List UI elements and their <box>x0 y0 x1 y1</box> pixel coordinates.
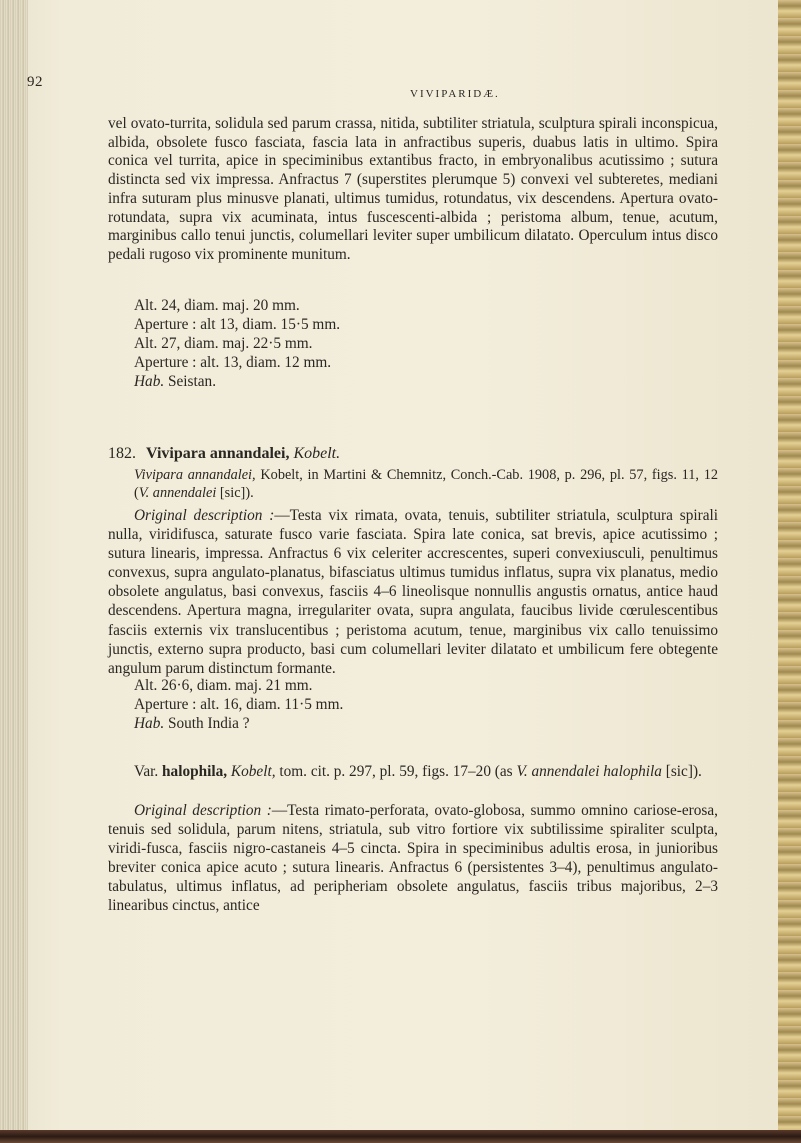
measurement-line: Alt. 27, diam. maj. 22·5 mm. <box>134 335 313 352</box>
species-name: Vivipara annandalei, <box>146 445 290 462</box>
habitat-line <box>134 715 250 733</box>
variety-prefix: Var. <box>134 763 163 780</box>
variety-reference-end: [sic]). <box>661 763 702 780</box>
running-head: VIVIPARIDÆ. <box>410 88 500 100</box>
habitat-label: Hab. <box>134 715 165 732</box>
habitat-value: South India ? <box>168 715 250 732</box>
page-gutter-edge <box>0 0 28 1130</box>
habitat-line <box>134 373 216 391</box>
description-text: —Testa vix rimata, ovata, tenuis, subtiliter striatula, sculptura spirali nulla, viridifusca, saturate fusco varie fasciata. Spira late conica, sat brevis, apice acutissimo ; sutura linearis, impressa. Anfractus 6 vix celeriter accrescentes, superi convexiusculi, penultimus convexus, supra angulato-planatus, bifasciatus ultimus tumidus inflatus, supra vix planatus, medio obsolete angulatus, basi convexus, fasciis 4–6 lineolisque nonnullis angustis ornatus, antice haud descendens. Apertura magna, irregulariter ovata, supra angulata, faucibus livide cœrulescentibus fasciis externis vix translucentibus ; peristoma acutum, tenue, marginibus vix callo tenuissimo junctis, externo supra producto, basi cum columellari leviter dilatato et umbilicum fere obtegente angulum parum distinctum formante. <box>108 507 718 677</box>
page-number: 92 <box>27 74 43 90</box>
variety-entry <box>108 762 718 781</box>
variety-reference: tom. cit. p. 297, pl. 59, figs. 17–20 (as <box>275 763 517 780</box>
species-author: Kobelt. <box>293 445 341 462</box>
aperture-line: Aperture : alt. 16, diam. 11·5 mm. <box>134 696 344 713</box>
variety-alt-name: V. annendalei halophila <box>516 763 662 780</box>
variety-author: Kobelt, <box>230 763 276 780</box>
habitat-label: Hab. <box>134 373 165 390</box>
reference-text: Kobelt, in Martini & Chemnitz, Conch.-Cab. 1908, p. 296, pl. 57, figs. 11, 12 ( <box>134 467 718 501</box>
species-number: 182. <box>108 445 136 462</box>
measurement-line: Alt. 24, diam. maj. 20 mm. <box>134 297 300 314</box>
species-heading <box>108 445 340 463</box>
aperture-line: Aperture : alt. 13, diam. 12 mm. <box>134 354 332 371</box>
book-edge-bottom <box>0 1130 801 1143</box>
variety-name: halophila, <box>162 763 228 780</box>
aperture-line: Aperture : alt 13, diam. 15·5 mm. <box>134 316 341 333</box>
species-description <box>108 506 718 678</box>
measurement-line: Alt. 26·6, diam. maj. 21 mm. <box>134 677 313 694</box>
previous-entry-description: vel ovato-turrita, solidula sed parum crassa, nitida, subtiliter striatula, sculptura spirali inconspicua, albida, obsolete fusco fasciata, fascia lata in anfractibus superis, duabus latis in ultimo. Spira conica vel turrita, apice in speciminibus extantibus fracto, in embryonalibus acutissimo ; sutura distincta sed vix impressa. Anfractus 7 (superstites plerumque 5) convexi vel subteretes, mediani infra suturam plus minusve planati, ultimus tumidus, rotundatus, vix descendens. Apertura ovato-rotundata, supra vix acuminata, intus fuscescenti-albida ; peristoma album, tenue, acutum, marginibus callo tenui junctis, columellari leviter super umbilicum dilatato. Operculum intus disco pedali rugoso vix prominente munitum. <box>108 115 718 263</box>
variety-description <box>108 801 718 916</box>
description-label: Original description : <box>134 802 272 819</box>
description-label: Original description : <box>134 507 275 524</box>
reference-name: Vivipara annandalei, <box>134 467 256 483</box>
reference-alt-name: V. annendalei <box>138 484 217 501</box>
description-text: —Testa rimato-perforata, ovato-globosa, summo omnino cariose-erosa, tenuis sed solidula, parum nitens, striatula, sub vitro fortiore vix subtilissime spiraliter sculpta, viridi-fusca, fasciis nigro-castaneis 4–5 cincta. Spira in speciminibus adultis erosa, in junioribus breviter conica apice acuto ; sutura linearis. Anfractus 6 (persistentes 3–4), penultimus angulato-tabulatus, ultimus inflatus, ad peripheriam obsolete angulatus, fasciis tribus majoribus, 2–3 linearibus cinctus, antice <box>108 802 718 915</box>
species-reference <box>134 467 718 502</box>
reference-end: [sic]). <box>216 484 254 501</box>
book-edge-right <box>778 0 801 1143</box>
habitat-value: Seistan. <box>168 373 217 390</box>
